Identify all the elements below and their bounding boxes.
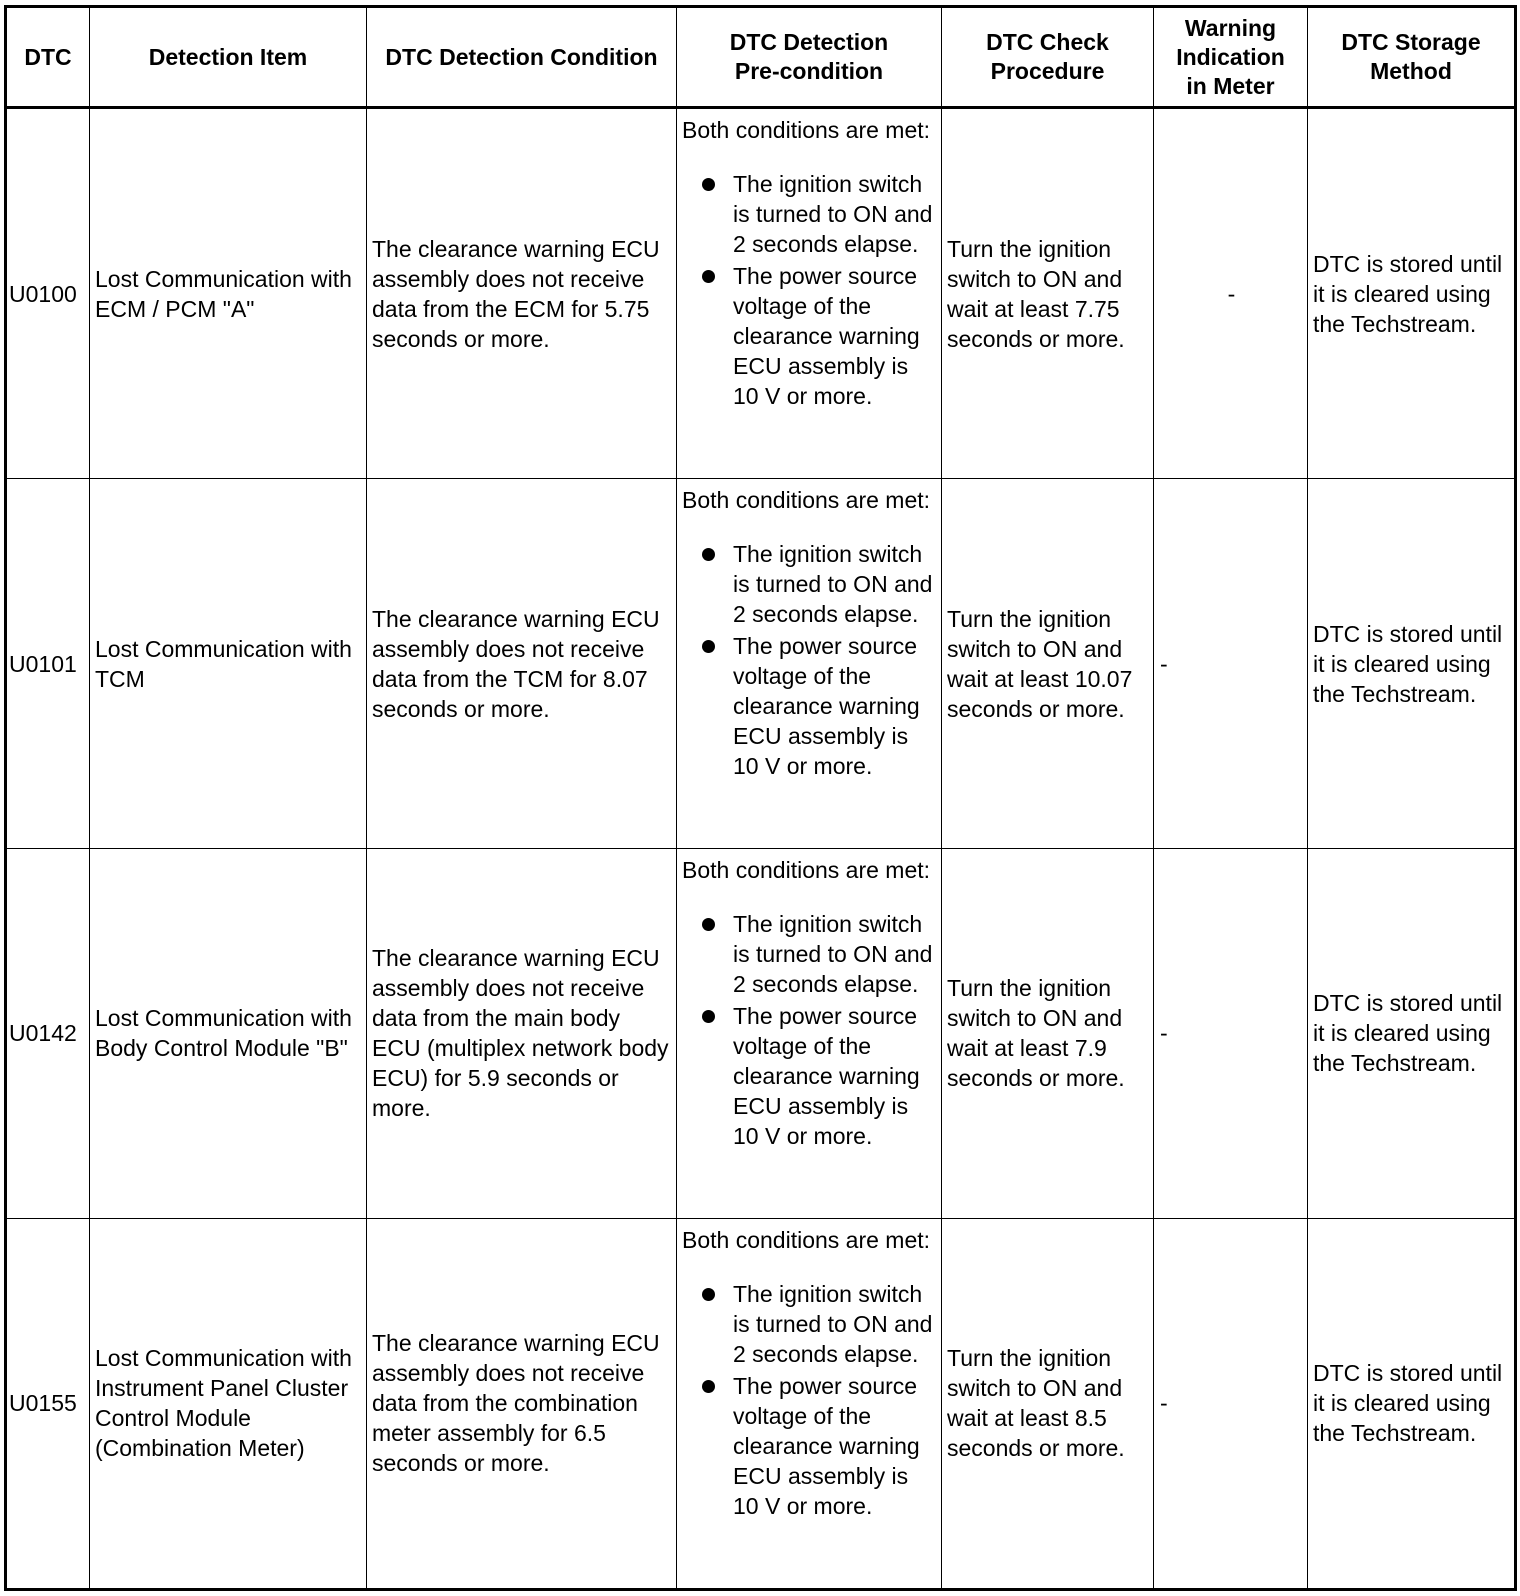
header-row — [6, 7, 1516, 108]
check-procedure: Turn the ignition switch to ON and wait at least 7.9 seconds or more. — [942, 848, 1154, 1218]
pre-condition-intro: Both conditions are met: — [682, 117, 931, 143]
header-detection-condition: DTC Detection Condition — [367, 7, 677, 108]
pre-condition — [677, 479, 942, 849]
header-detection-item: Detection Item — [90, 7, 367, 108]
check-procedure: Turn the ignition switch to ON and wait at least 8.5 seconds or more. — [942, 1218, 1154, 1589]
storage-method: DTC is stored until it is cleared using the Techstream. — [1308, 108, 1516, 479]
pre-condition-list — [682, 909, 938, 1151]
storage-method: DTC is stored until it is cleared using the Techstream. — [1308, 848, 1516, 1218]
pre-condition — [677, 1218, 942, 1589]
pre-condition-bullet: The power source voltage of the clearance warning ECU assembly is 10 V or more. — [682, 261, 938, 411]
warning-indication: - — [1154, 848, 1308, 1218]
pre-condition-bullet: The ignition switch is turned to ON and 2 seconds elapse. — [682, 909, 938, 999]
pre-condition-intro: Both conditions are met: — [682, 1226, 931, 1253]
table-row — [6, 479, 1516, 849]
table-row — [6, 848, 1516, 1218]
warning-indication: - — [1154, 1218, 1308, 1589]
detection-condition: The clearance warning ECU assembly does not receive data from the main body ECU (multiplex network body ECU) for 5.9 seconds or more. — [367, 848, 677, 1218]
header-warning-indication: Warning Indication in Meter — [1154, 7, 1308, 108]
pre-condition-bullet: The power source voltage of the clearance warning ECU assembly is 10 V or more. — [682, 631, 938, 781]
header-dtc: DTC — [6, 7, 90, 108]
detection-item: Lost Communication with Body Control Module "B" — [90, 848, 367, 1218]
detection-item: Lost Communication with TCM — [90, 479, 367, 849]
storage-method: DTC is stored until it is cleared using the Techstream. — [1308, 1218, 1516, 1589]
dtc-code: U0100 — [6, 108, 90, 479]
header-storage-method: DTC Storage Method — [1308, 7, 1516, 108]
pre-condition-bullet: The ignition switch is turned to ON and 2 seconds elapse. — [682, 1279, 938, 1369]
pre-condition-list — [682, 1279, 938, 1521]
detection-item: Lost Communication with Instrument Panel Cluster Control Module (Combination Meter) — [90, 1218, 367, 1589]
check-procedure: Turn the ignition switch to ON and wait at least 7.75 seconds or more. — [942, 108, 1154, 479]
pre-condition-intro: Both conditions are met: — [682, 487, 931, 514]
header-pre-condition: DTC Detection Pre-condition — [677, 7, 942, 108]
pre-condition-list — [682, 539, 938, 781]
storage-method: DTC is stored until it is cleared using the Techstream. — [1308, 479, 1516, 849]
table-row — [6, 108, 1516, 479]
detection-condition: The clearance warning ECU assembly does not receive data from the TCM for 8.07 seconds or more. — [367, 479, 677, 849]
pre-condition-bullet: The power source voltage of the clearance warning ECU assembly is 10 V or more. — [682, 1371, 938, 1521]
warning-indication: - — [1154, 108, 1308, 479]
pre-condition-bullet: The ignition switch is turned to ON and 2 seconds elapse. — [682, 169, 938, 259]
detection-condition: The clearance warning ECU assembly does not receive data from the ECM for 5.75 seconds or more. — [367, 108, 677, 479]
pre-condition-bullet: The ignition switch is turned to ON and 2 seconds elapse. — [682, 539, 938, 629]
pre-condition-intro: Both conditions are met: — [682, 856, 931, 883]
check-procedure: Turn the ignition switch to ON and wait at least 10.07 seconds or more. — [942, 479, 1154, 849]
detection-condition: The clearance warning ECU assembly does not receive data from the combination meter assembly for 6.5 seconds or more. — [367, 1218, 677, 1589]
detection-item: Lost Communication with ECM / PCM "A" — [90, 108, 367, 479]
dtc-code: U0142 — [6, 848, 90, 1218]
dtc-code: U0155 — [6, 1218, 90, 1589]
pre-condition — [677, 848, 942, 1218]
dtc-code: U0101 — [6, 479, 90, 849]
pre-condition-bullet: The power source voltage of the clearance warning ECU assembly is 10 V or more. — [682, 1001, 938, 1151]
dtc-table — [4, 5, 1517, 1591]
pre-condition — [677, 108, 942, 479]
pre-condition-list — [682, 169, 938, 411]
header-check-procedure: DTC Check Procedure — [942, 7, 1154, 108]
warning-indication: - — [1154, 479, 1308, 849]
table-row — [6, 1218, 1516, 1589]
